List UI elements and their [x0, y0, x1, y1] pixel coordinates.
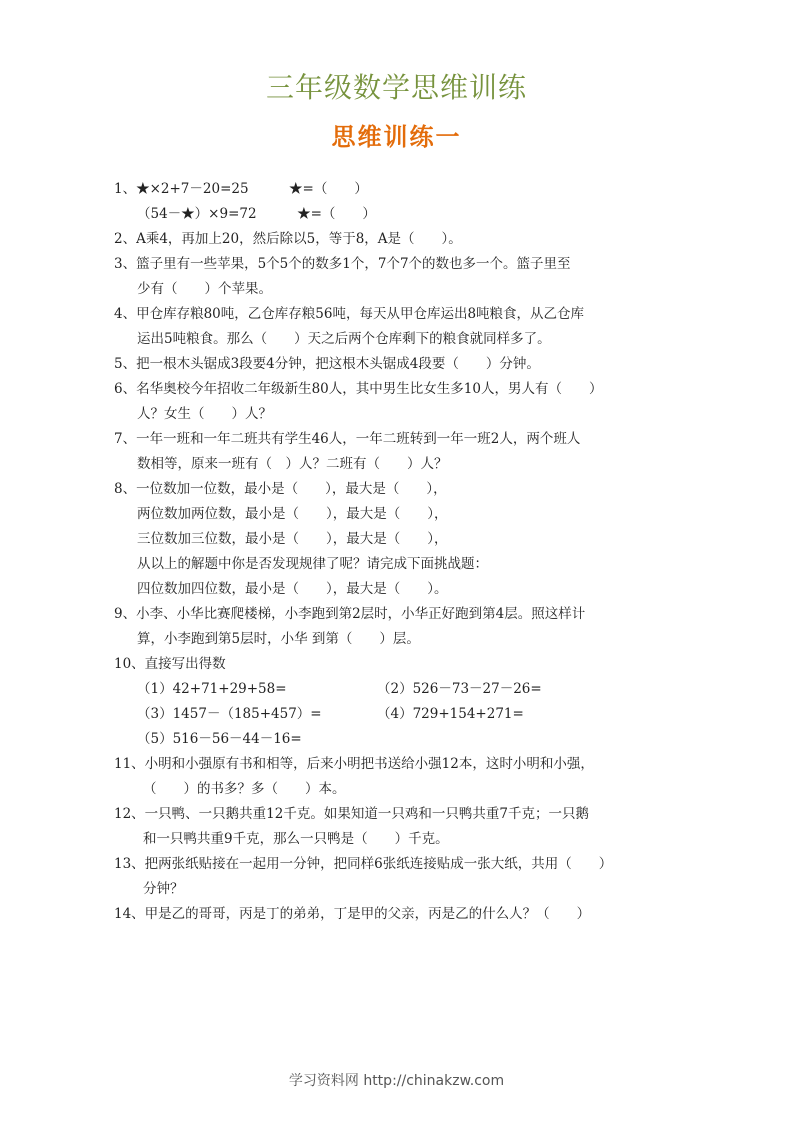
question-10-row-2 [114, 702, 694, 727]
question-10-problem-3: （3）1457－（185+457）= [137, 706, 322, 722]
question-8-line-3: 三位数加三位数，最小是（ ），最大是（ ）， [137, 531, 448, 547]
question-10-row-1 [114, 677, 694, 702]
question-11-line-2: （ ）的书多？多（ ）本。 [143, 781, 346, 797]
question-6-line-1: 6、名华奥校今年招收二年级新生80人，其中男生比女生多10人，男人有（ ） [114, 381, 603, 397]
document-subtitle: 思维训练一 [331, 123, 462, 151]
question-10-problem-2: （2）526－73－27－26= [377, 681, 542, 697]
question-4-line-2: 运出5吨粮食。那么（ ）天之后两个仓库剩下的粮食就同样多了。 [137, 331, 551, 347]
question-12-line-1: 12、一只鸭、一只鹅共重12千克。如果知道一只鸡和一只鸭共重7千克；一只鹅 [114, 806, 589, 822]
question-10-problem-5: （5）516－56－44－16= [137, 731, 302, 747]
question-8-line-4: 从以上的解题中你是否发现规律了呢？请完成下面挑战题： [137, 556, 488, 572]
question-6-line-2: 人？女生（ ）人？ [137, 406, 272, 422]
question-12-line-2: 和一只鸭共重9千克，那么一只鸭是（ ）千克。 [143, 831, 449, 847]
footer-watermark: 学习资料网 http://chinakzw.com [288, 1073, 505, 1089]
document-title: 三年级数学思维训练 [265, 71, 527, 104]
question-11-line-1: 11、小明和小强原有书和相等，后来小明把书送给小强12本，这时小明和小强， [114, 756, 594, 772]
question-9-line-1: 9、小李、小华比赛爬楼梯，小李跑到第2层时，小华正好跑到第4层。照这样计 [114, 606, 586, 622]
question-13-line-1: 13、把两张纸贴接在一起用一分钟，把同样6张纸连接贴成一张大纸，共用（ ） [114, 856, 613, 872]
question-14: 14、甲是乙的哥哥，丙是丁的弟弟，丁是甲的父亲，丙是乙的什么人？（ ） [114, 906, 591, 922]
question-3-line-1: 3、篮子里有一些苹果，5个5个的数多1个，7个7个的数也多一个。篮子里至 [114, 256, 571, 272]
question-1-line-1: 1、★×2+7－20=25 ★=（ ） [114, 181, 368, 197]
question-13-line-2: 分钟？ [143, 881, 184, 897]
question-8-line-5: 四位数加四位数，最小是（ ），最大是（ ）。 [137, 581, 448, 597]
question-list [114, 177, 694, 927]
question-10-heading: 10、直接写出得数 [114, 656, 226, 672]
question-8-line-1: 8、一位数加一位数，最小是（ ），最大是（ ）， [114, 481, 447, 497]
question-10-problem-4: （4）729+154+271= [377, 706, 524, 722]
question-8-line-2: 两位数加两位数，最小是（ ），最大是（ ）， [137, 506, 448, 522]
question-4-line-1: 4、甲仓库存粮80吨，乙仓库存粮56吨，每天从甲仓库运出8吨粮食，从乙仓库 [114, 306, 585, 322]
question-5: 5、把一根木头锯成3段要4分钟，把这根木头锯成4段要（ ）分钟。 [114, 356, 540, 372]
question-10-problem-1: （1）42+71+29+58= [137, 681, 287, 697]
question-2: 2、A乘4，再加上20，然后除以5，等于8，A是（ ）。 [114, 231, 462, 247]
question-9-line-2: 算，小李跑到第5层时，小华 到第（ ）层。 [137, 631, 420, 647]
question-7-line-2: 数相等，原来一班有（ ）人？二班有（ ）人？ [137, 456, 448, 472]
question-3-line-2: 少有（ ）个苹果。 [137, 281, 272, 297]
question-1-line-2: （54－★）×9=72 ★=（ ） [137, 206, 376, 222]
question-7-line-1: 7、一年一班和一年二班共有学生46人，一年二班转到一年一班2人，两个班人 [114, 431, 581, 447]
